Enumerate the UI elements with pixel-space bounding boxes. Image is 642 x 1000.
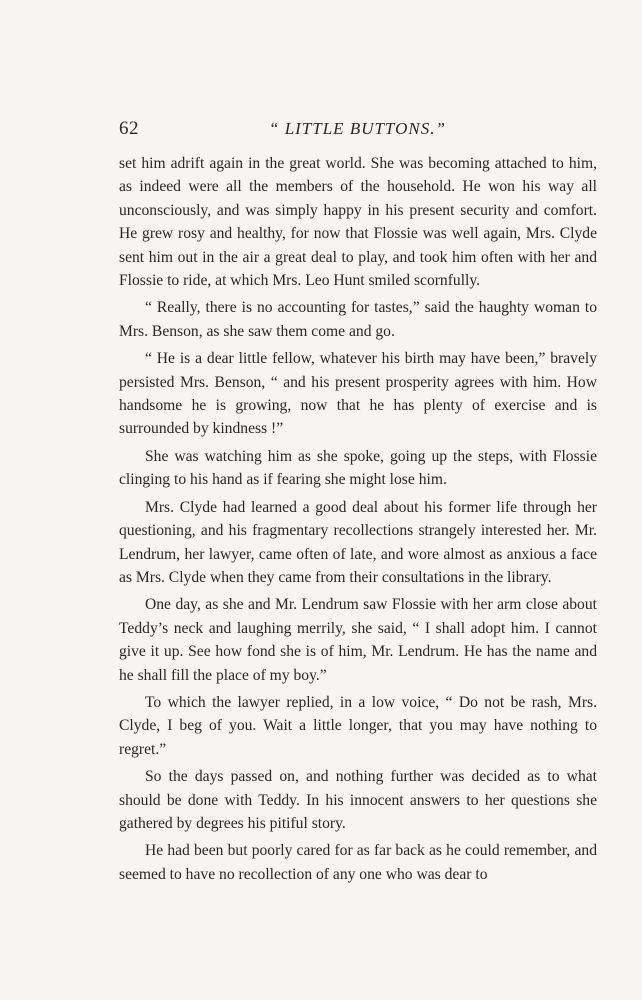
paragraph: He had been but poorly cared for as far back as he could remember, and seemed to have no recollection of any one who was dear to xyxy=(119,842,597,883)
running-title: “ LITTLE BUTTONS.” xyxy=(269,119,446,138)
paragraph: “ He is a dear little fellow, whatever his birth may have been,” bravely persisted Mrs. Benson, “ and his present prosperity agrees with him. How handsome he is growing, now that he has plenty of exercise and is surrounded by kindness !” xyxy=(119,350,597,438)
paragraph: To which the lawyer replied, in a low voice, “ Do not be rash, Mrs. Clyde, I beg of you. Wait a little longer, that you may have nothing to regret.” xyxy=(119,693,597,758)
paragraph: set him adrift again in the great world. She was becoming attached to him, as indeed were all the members of the household. He won his way all unconsciously, and was simply happy in his present security and comfort. He grew rosy and healthy, for now that Flossie was well again, Mrs. Clyde sent him out in the air a great deal to play, and took him often with her and Flossie to ride, at which Mrs. Leo Hunt smiled scornfully. xyxy=(119,155,597,290)
paragraph: So the days passed on, and nothing further was decided as to what should be done with Teddy. In his innocent answers to her questions she gathered by degrees his pitiful story. xyxy=(119,768,597,832)
page-header xyxy=(119,118,597,144)
paragraph: “ Really, there is no accounting for tastes,” said the haughty woman to Mrs. Benson, as she saw them come and go. xyxy=(119,299,597,340)
paragraph: Mrs. Clyde had learned a good deal about his former life through her questioning, and his fragmentary recollections strangely interested her. Mr. Lendrum, her lawyer, came often of late, and wore almost as anxious a face as Mrs. Clyde when they came from their consultations in the library. xyxy=(119,498,597,586)
paragraph: She was watching him as she spoke, going up the steps, with Flossie clinging to his hand as if fearing she might lose him. xyxy=(119,447,597,489)
paragraph: One day, as she and Mr. Lendrum saw Flossie with her arm close about Teddy’s neck and laughing merrily, she said, “ I shall adopt him. I cannot give it up. See how fond she is of him, Mr. Lendrum. He has the name and he shall fill the place of my boy.” xyxy=(119,596,597,684)
page-number: 62 xyxy=(119,118,139,139)
body-text xyxy=(119,152,597,890)
